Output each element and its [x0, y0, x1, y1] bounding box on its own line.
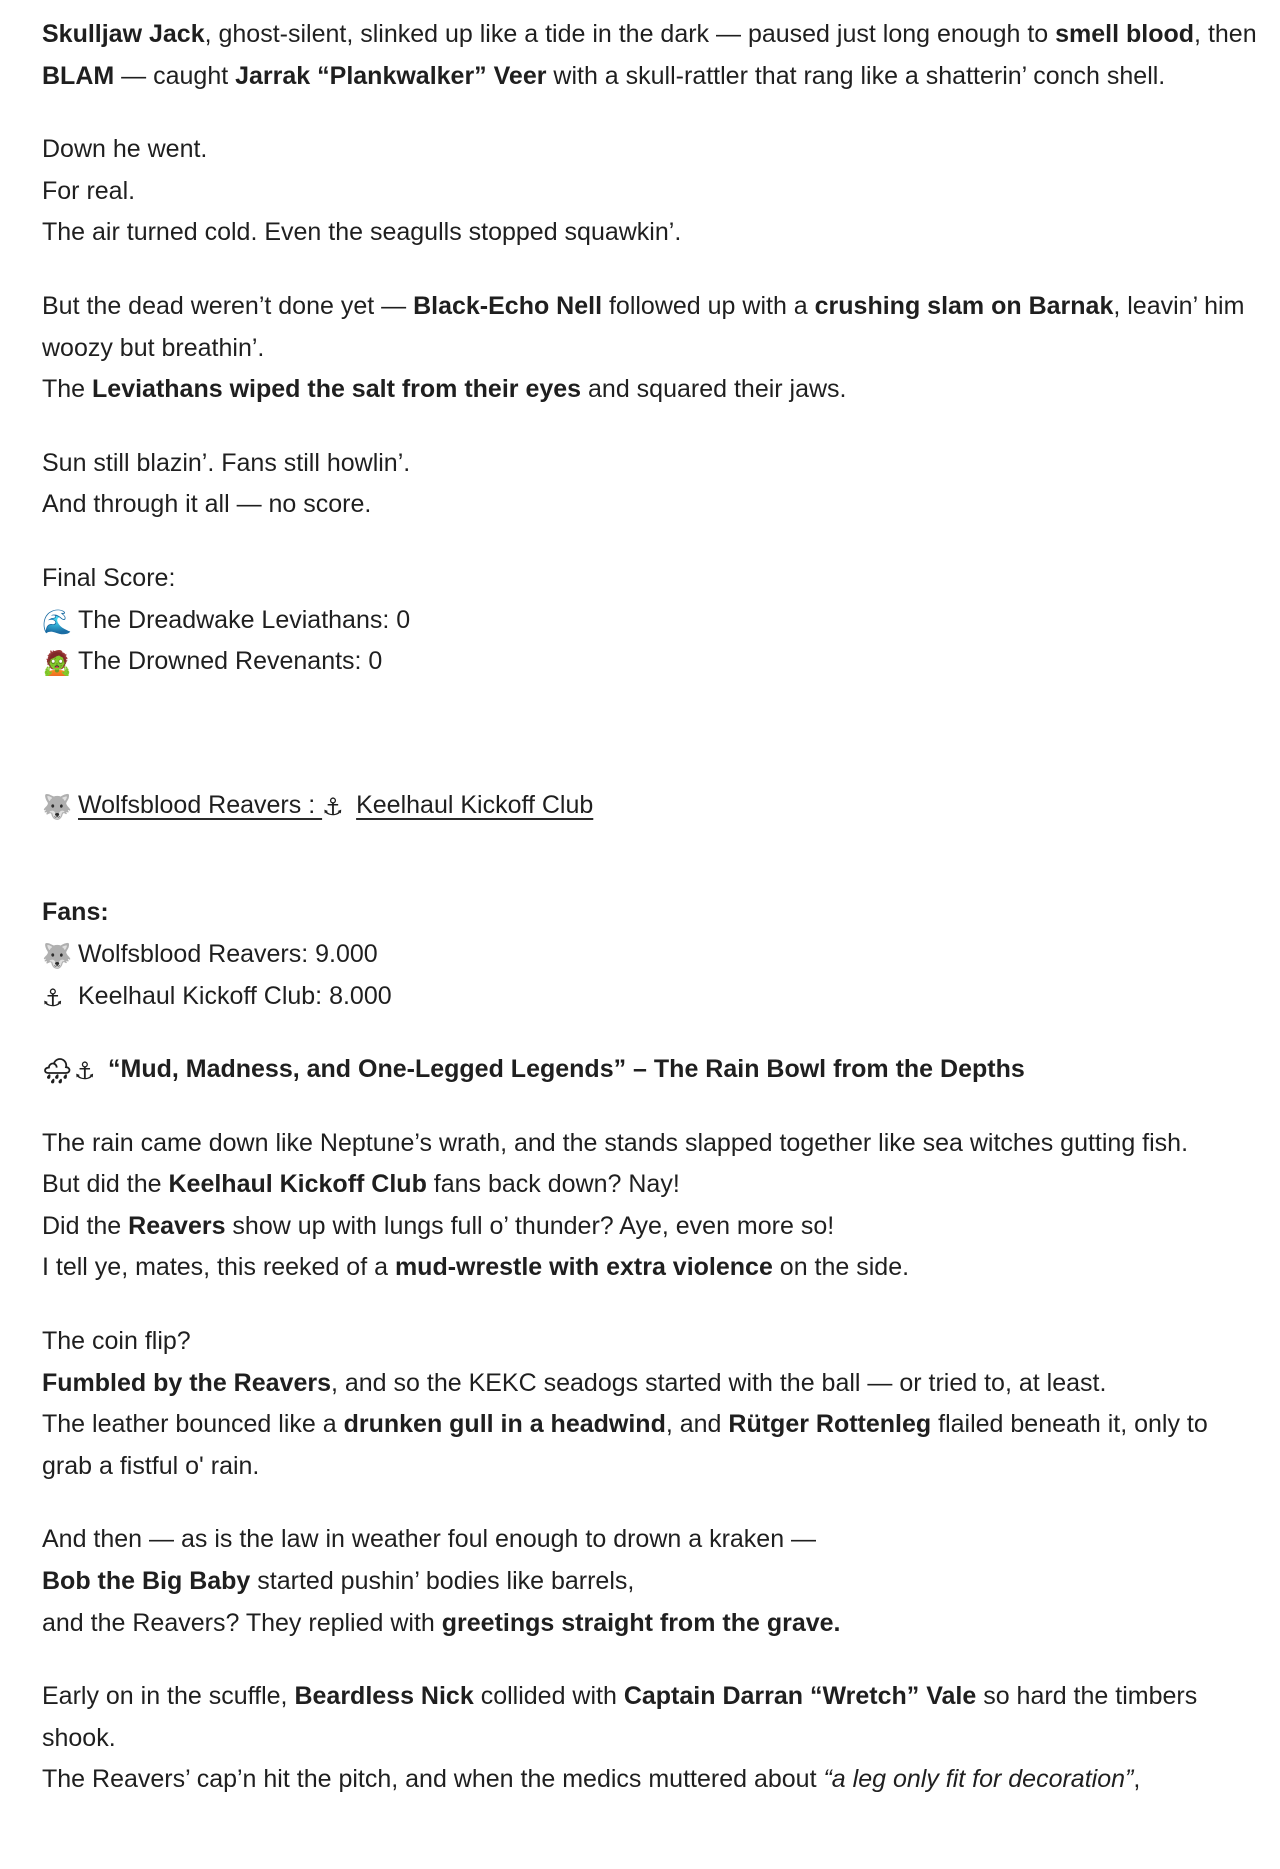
bold-name: Jarrak “Plankwalker” Veer: [235, 61, 547, 90]
zombie-icon: 🧟: [42, 650, 72, 678]
match-report: [42, 14, 1257, 1833]
fans-label: Fans:: [42, 898, 109, 927]
final-score-team1: 🌊 The Dreadwake Leviathans: 0: [42, 605, 411, 636]
bold-name: Black-Echo Nell: [413, 291, 603, 320]
final-score-label: Final Score:: [42, 563, 176, 592]
paragraph-sun: Sun still blazin’. Fans still howlin’. And through it all — no score.: [42, 448, 411, 519]
bold-name: Bob the Big Baby: [42, 1567, 251, 1596]
bold-name: Skulljaw Jack: [42, 20, 205, 48]
section-title: 🌧⚓ “Mud, Madness, and One-Legged Legends” – The Rain Bowl from the Depths: [42, 1055, 1025, 1086]
match-heading: [42, 785, 1257, 827]
paragraph-rain: The rain came down like Neptune’s wrath, and the stands slapped together like sea witches gutting fish. But did the Keelhaul Kickoff Club fans back down? Nay! Did the Reavers show up with lungs full o’ thunder? Aye, even more so! I tell ye, mates, this reeked of a mud-wrestle with extra violence on the side.: [42, 1128, 1189, 1282]
paragraph-nick: Early on in the scuffle, Beardless Nick collided with Captain Darran “Wretch” Vale so hard the timbers shook. The Reavers’ cap’n hit the pitch, and when the medics muttered about “a leg only fit for decoration”,: [42, 1682, 1198, 1794]
paragraph-coin: The coin flip? Fumbled by the Reavers, and so the KEKC seadogs started with the ball — or tried to, at least. The leather bounced like a drunken gull in a headwind, and Rütger Rottenleg flailed beneath it, only to grab a fistful o' rain.: [42, 1327, 1208, 1480]
fans-home: 🐺 Wolfsblood Reavers: 9.000: [42, 939, 378, 970]
anchor-icon: ⚓: [42, 984, 64, 1012]
wolf-icon: 🐺: [42, 793, 72, 821]
paragraph-down: Down he went. For real. The air turned cold. Even the seagulls stopped squawkin’.: [42, 135, 682, 247]
anchor-icon: ⚓: [74, 1058, 96, 1086]
bold-name: Captain Darran “Wretch” Vale: [623, 1682, 977, 1711]
fans-block: [42, 892, 1257, 1017]
fans-away: ⚓ Keelhaul Kickoff Club: 8.000: [42, 981, 392, 1012]
final-score-team2: 🧟 The Drowned Revenants: 0: [42, 647, 383, 678]
wolf-icon: 🐺: [42, 942, 72, 970]
rain-cloud-icon: 🌧: [42, 1058, 73, 1086]
match-title-link[interactable]: 🐺 Wolfsblood Reavers : ⚓ Keelhaul Kickoff Club: [42, 790, 594, 821]
wave-icon: 🌊: [42, 608, 72, 636]
final-score-block: [42, 558, 1257, 683]
paragraph-nell: But the dead weren’t done yet — Black-Echo Nell followed up with a crushing slam on Barnak, leavin’ him woozy but breathin’. The Leviathans wiped the salt from their eyes and squared their jaws.: [42, 291, 1245, 404]
bold-name: Beardless Nick: [294, 1682, 474, 1711]
bold-name: Rütger Rottenleg: [728, 1410, 932, 1439]
paragraph-skulljaw: Skulljaw Jack, ghost-silent, slinked up like a tide in the dark — paused just long enough to smell blood, then BLAM — caught Jarrak “Plankwalker” Veer with a skull-rattler that rang like a shatterin’ conch shell.: [42, 20, 1257, 90]
anchor-icon: ⚓: [322, 793, 344, 821]
paragraph-bob: And then — as is the law in weather foul enough to drown a kraken — Bob the Big Baby started pushin’ bodies like barrels, and the Reavers? They replied with greetings straight from the grave.: [42, 1525, 841, 1637]
